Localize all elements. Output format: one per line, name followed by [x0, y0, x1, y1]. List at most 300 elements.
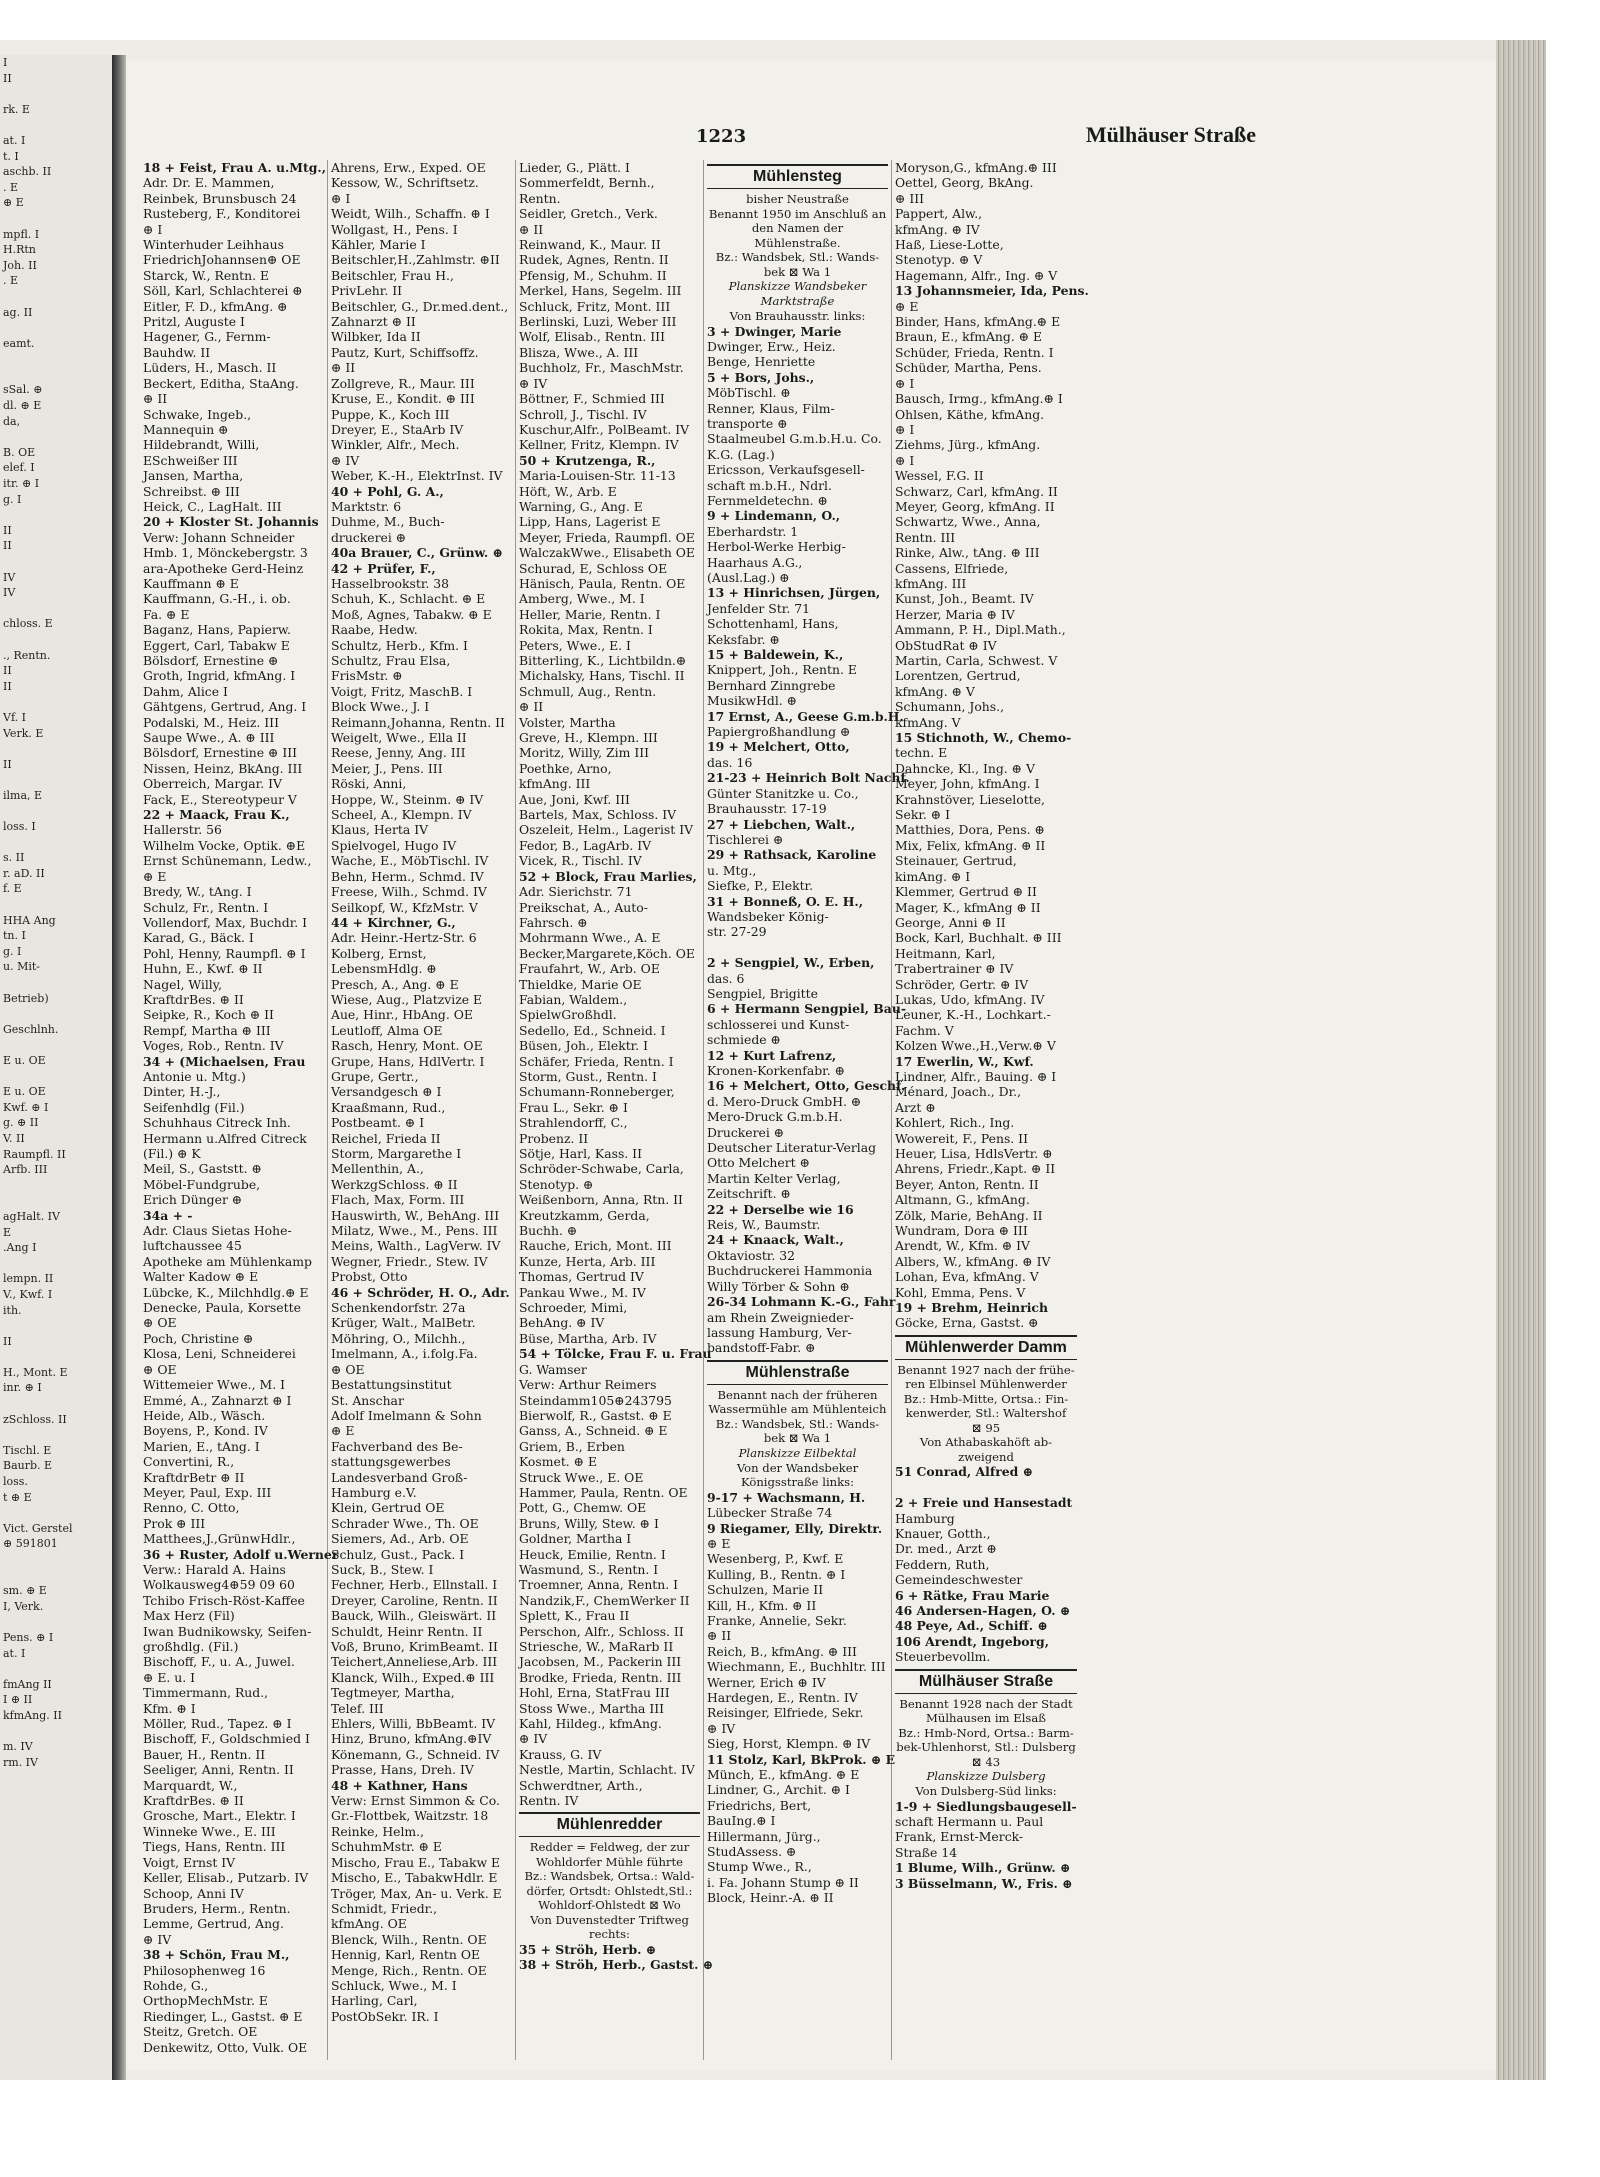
directory-entry: Jenfelder Str. 71 [707, 600, 810, 616]
directory-entry: Gemeindeschwester [895, 1572, 1023, 1588]
sliver-line: V. II [3, 1131, 25, 1145]
directory-entry: Pappert, Alw., [895, 206, 983, 222]
directory-entry: Kronen-Korkenfabr. ⊕ [707, 1063, 845, 1078]
directory-entry: Möhring, O., Milchh., [331, 1330, 466, 1346]
directory-entry: Reichel, Frieda II [331, 1130, 441, 1146]
directory-entry: Heuer, Lisa, HdlsVertr. ⊕ [895, 1146, 1053, 1161]
directory-entry: Dreyer, Caroline, Rentn. II [331, 1592, 498, 1608]
directory-entry: Bölsdorf, Ernestine ⊕ [143, 653, 279, 668]
directory-entry: Albers, W., kfmAng. ⊕ IV [895, 1253, 1051, 1269]
directory-entry: Eitler, F. D., kfmAng. ⊕ [143, 298, 288, 314]
directory-entry: 50 + Krutzenga, R., [519, 452, 656, 468]
directory-entry: Ericsson, Verkaufsgesell- [707, 462, 865, 478]
directory-entry: Schluck, Fritz, Mont. III [519, 298, 671, 314]
directory-entry: 51 Conrad, Alfred ⊕ [895, 1464, 1033, 1480]
directory-entry: 17 Ewerlin, W., Kwf. [895, 1053, 1034, 1069]
directory-entry: Moryson,G., kfmAng.⊕ III [895, 160, 1057, 175]
directory-entry: Oszeleit, Helm., Lagerist IV [519, 822, 694, 838]
directory-entry: Oettel, Georg, BkAng. [895, 175, 1034, 191]
directory-entry: Klanck, Wilh., Exped.⊕ III [331, 1669, 495, 1685]
directory-entry: Rusteberg, F., Konditorei [143, 206, 301, 222]
directory-entry: Braun, E., kfmAng. ⊕ E [895, 329, 1043, 345]
directory-entry: 9 Riegamer, Elly, Direktr. [707, 1520, 883, 1536]
directory-entry: Schoop, Anni IV [143, 1885, 244, 1901]
directory-entry: Siemers, Ad., Arb. OE [331, 1531, 469, 1547]
directory-entry: Klosa, Leni, Schneiderei [143, 1346, 296, 1362]
directory-entry: 54 + Tölcke, Frau F. u. Frau [519, 1346, 712, 1362]
directory-entry: Hänisch, Paula, Rentn. OE [519, 575, 686, 591]
sliver-line: elef. I [3, 461, 35, 475]
directory-entry: Bruns, Willy, Stew. ⊕ I [519, 1515, 659, 1531]
directory-entry: Beckert, Editha, StaAng. [143, 375, 299, 391]
street-note: ⊠ 95 [971, 1420, 1001, 1435]
directory-entry: Grupe, Gertr., [331, 1068, 419, 1084]
directory-entry: Poethke, Arno, [519, 760, 612, 776]
street-note: Wassermühle am Mühlenteich [708, 1402, 887, 1417]
sliver-line: E u. OE [3, 1085, 46, 1099]
sliver-line: ilma, E [3, 788, 43, 802]
directory-entry: Jansen, Martha, [143, 468, 244, 484]
directory-entry: ⊕ I [895, 421, 915, 437]
directory-entry: Höft, W., Arb. E [519, 483, 617, 499]
directory-entry: am Rhein Zweignieder- [707, 1309, 854, 1325]
directory-entry: Voigt, Ernst IV [143, 1854, 236, 1870]
directory-entry: Pankau Wwe., M. IV [519, 1284, 646, 1300]
directory-entry: Vicek, R., Tischl. IV [519, 853, 642, 869]
directory-entry: Splett, K., Frau II [519, 1608, 630, 1624]
directory-entry: Keksfabr. ⊕ [707, 631, 780, 647]
directory-entry: 2 + Freie und Hansestadt [895, 1495, 1073, 1511]
directory-entry: Eggert, Carl, Tabakw E [143, 637, 290, 653]
directory-entry: Wolkausweg4⊕59 09 60 [143, 1577, 295, 1593]
directory-entry: ESchweißer III [143, 452, 238, 468]
directory-entry: ⊕ II [519, 221, 544, 237]
directory-entry: Schuh, K., Schlacht. ⊕ E [331, 591, 486, 607]
sliver-line [0, 211, 112, 227]
directory-entry: Fraufahrt, W., Arb. OE [519, 961, 660, 977]
directory-entry: Fa. ⊕ E [143, 606, 190, 622]
directory-entry: MöbTischl. ⊕ [707, 385, 791, 401]
directory-entry: Bestattungsinstitut [331, 1377, 452, 1393]
directory-entry: Friedrichs, Bert, [707, 1797, 812, 1813]
directory-entry: Mannequin ⊕ [143, 421, 229, 437]
directory-entry: lassung Hamburg, Ver- [707, 1324, 852, 1340]
directory-entry: Lorentzen, Gertrud, [895, 668, 1021, 684]
directory-entry: Frau L., Sekr. ⊕ I [519, 1099, 628, 1115]
directory-entry: WerkzgSchloss. ⊕ II [331, 1176, 458, 1192]
directory-entry: Meier, J., Pens. III [331, 760, 443, 776]
directory-entry: Marien, E., tAng. I [143, 1438, 260, 1454]
directory-entry: Menge, Rich., Rentn. OE [331, 1962, 487, 1978]
sliver-line: E u. OE [3, 1054, 46, 1067]
directory-entry: Thomas, Gertrud IV [519, 1269, 644, 1285]
directory-entry: Block Wwe., J. I [331, 699, 430, 715]
directory-entry: Rohde, G., [143, 1977, 209, 1993]
directory-entry: Heide, Alb., Wäsch. [143, 1407, 266, 1423]
directory-entry: 1-9 + Siedlungsbaugesell- [895, 1798, 1077, 1814]
directory-entry: St. Anschar [331, 1392, 404, 1408]
directory-entry: Lipp, Hans, Lagerist E [519, 514, 661, 530]
street-note: Wohldorf-Ohlstedt ⊠ Wo [538, 1898, 681, 1913]
directory-entry: Hildebrandt, Willi, [143, 437, 260, 453]
sliver-line: I, Verk. [3, 1599, 44, 1613]
directory-entry: Kreutzkamm, Gerda, [519, 1207, 650, 1223]
directory-entry: Voigt, Fritz, MaschB. I [331, 683, 473, 699]
directory-entry: Hoppe, W., Steinm. ⊕ IV [331, 791, 484, 807]
directory-entry: Klein, Gertrud OE [331, 1500, 445, 1516]
directory-entry: Beitschler, G., Dr.med.dent., [331, 298, 509, 314]
directory-entry: Stoss Wwe., Martha III [519, 1700, 665, 1716]
directory-entry: Brauhausstr. 17-19 [707, 801, 827, 817]
sliver-line: II [3, 1334, 12, 1348]
sliver-line: Betrieb) [3, 991, 49, 1005]
sliver-line [0, 1552, 112, 1568]
directory-entry: Schroll, J., Tischl. IV [519, 406, 647, 422]
directory-entry: Hinz, Bruno, kfmAng.⊕IV [331, 1731, 492, 1747]
directory-entry: Duhme, M., Buch- [331, 514, 445, 530]
directory-entry: Thieldke, Marie OE [519, 976, 642, 992]
sliver-line: Joh. II [3, 258, 37, 272]
directory-entry: Kauffmann ⊕ E [143, 575, 239, 591]
sliver-line: Verk. E [3, 726, 44, 740]
directory-entry: Kahl, Hildeg., kfmAng. [519, 1716, 662, 1732]
directory-entry: Block, Heinr.-A. ⊕ II [707, 1890, 834, 1906]
directory-entry: Büsen, Joh., Elektr. I [519, 1038, 649, 1054]
directory-entry: (Fil.) ⊕ K [143, 1146, 201, 1161]
directory-entry: u. Mtg., [707, 862, 757, 878]
sliver-line: f. E [3, 882, 22, 896]
directory-entry: Beitschler,H.,Zahlmstr. ⊕II [331, 252, 500, 268]
directory-entry: Blenck, Wilh., Rentn. OE [331, 1931, 487, 1947]
directory-entry: Peters, Wwe., E. I [519, 637, 631, 653]
directory-entry: Freese, Wilh., Schmd. IV [331, 884, 487, 900]
directory-entry: 34 + (Michaelsen, Frau [143, 1053, 306, 1069]
sliver-line: E [3, 1225, 12, 1239]
directory-entry: str. 27-29 [707, 924, 767, 940]
directory-entry: Winkler, Alfr., Mech. [331, 437, 460, 453]
sliver-line [0, 117, 112, 133]
directory-entry: Hermann u.Alfred Citreck [143, 1130, 307, 1146]
directory-entry: Fachm. V [895, 1022, 954, 1038]
directory-entry: Schmidt, Friedr., [331, 1900, 438, 1916]
directory-entry: Matthies, Dora, Pens. ⊕ [895, 822, 1045, 838]
directory-entry: Schottenhaml, Hans, [707, 616, 839, 632]
plan-reference: Planskizze Eilbektal [738, 1445, 857, 1460]
directory-entry: Bischoff, F., u. A., Juwel. [143, 1654, 295, 1670]
directory-entry: stattungsgewerbes [331, 1454, 451, 1470]
street-note: bek-Uhlenhorst, Stl.: Dulsberg [896, 1740, 1076, 1755]
sliver-line [0, 351, 112, 367]
directory-entry: Michalsky, Hans, Tischl. II [519, 668, 685, 684]
street-note: Königsstraße links: [741, 1475, 854, 1490]
directory-entry: Leuner, K.-H., Lochkart.- [895, 1007, 1051, 1023]
directory-entry: Martin Kelter Verlag, [707, 1170, 841, 1186]
directory-entry: Heitmann, Karl, [895, 945, 996, 961]
sliver-line: s. II [3, 851, 25, 865]
directory-entry: 13 + Hinrichsen, Jürgen, [707, 585, 881, 601]
directory-entry: ⊕ IV [143, 1931, 172, 1947]
directory-entry: 13 Johannsmeier, Ida, Pens. [895, 283, 1089, 299]
directory-entry: Kähler, Marie I [331, 237, 426, 253]
directory-entry: PostObSekr. IR. I [331, 2008, 439, 2024]
directory-entry: Kunst, Joh., Beamt. IV [895, 591, 1034, 607]
directory-entry: Adr. Dr. E. Mammen, [143, 175, 275, 191]
directory-entry: Altmann, G., kfmAng. [895, 1192, 1030, 1208]
sliver-line: zSchloss. II [3, 1412, 67, 1426]
directory-entry: bandstoff-Fabr. ⊕ [707, 1340, 816, 1356]
directory-entry: Reich, B., kfmAng. ⊕ III [707, 1643, 857, 1659]
directory-entry: transporte ⊕ [707, 415, 788, 431]
sliver-line: Pens. ⊕ I [3, 1630, 54, 1644]
directory-entry: Aue, Joni, Kwf. III [519, 791, 630, 807]
directory-entry: Mischo, E., TabakwHdlr. E [331, 1870, 498, 1886]
sliver-line: . E [3, 180, 19, 194]
street-note: Bz.: Wandsbek, Ortsa.: Wald- [524, 1869, 695, 1884]
sliver-line [0, 554, 112, 570]
directory-entry: 5 + Bors, Johs., [707, 369, 815, 385]
sliver-line: eamt. [3, 336, 35, 350]
sliver-line: t. I [3, 149, 19, 163]
directory-entry: Reese, Jenny, Ang. III [331, 745, 466, 761]
directory-entry: Wundram, Dora ⊕ III [895, 1223, 1028, 1239]
directory-entry: Hamburg e.V. [331, 1484, 417, 1500]
directory-entry: Trabertrainer ⊕ IV [895, 961, 1014, 977]
directory-entry: 16 + Melchert, Otto, Geschf. [707, 1078, 906, 1094]
directory-entry: Goldner, Martha I [519, 1531, 632, 1547]
directory-entry: Reimann,Johanna, Rentn. II [331, 714, 505, 730]
directory-entry: Haarhaus A.G., [707, 554, 803, 570]
directory-entry: Verw: Arthur Reimers [519, 1377, 657, 1393]
directory-entry: techn. E [895, 745, 948, 761]
directory-entry: Bauer, H., Rentn. II [143, 1746, 266, 1762]
directory-entry: Bernhard Zinngrebe [707, 677, 836, 693]
directory-entry: Meil, S., Gaststt. ⊕ [143, 1161, 262, 1177]
directory-entry: MusikwHdl. ⊕ [707, 693, 798, 709]
directory-entry: Schulz, Gust., Pack. I [331, 1546, 465, 1562]
sliver-line: lempn. II [3, 1272, 54, 1286]
directory-entry: Karad, G., Bäck. I [143, 930, 254, 946]
page-number: 1223 [696, 126, 747, 147]
directory-entry: ⊕ E [143, 868, 167, 884]
sliver-line: g. I [3, 492, 22, 506]
sliver-line: IV [3, 570, 16, 584]
street-note: bek ⊠ Wa 1 [763, 1431, 832, 1446]
directory-entry: Postbeamt. ⊕ I [331, 1115, 425, 1131]
sliver-line: g. I [3, 944, 22, 958]
directory-entry: Pautz, Kurt, Schiffsoffz. [331, 344, 479, 360]
directory-entry: Presch, A., Ang. ⊕ E [331, 976, 459, 992]
directory-entry: Sieg, Horst, Klempn. ⊕ IV [707, 1736, 871, 1752]
directory-entry: Lemme, Gertrud, Ang. [143, 1916, 284, 1932]
directory-entry: Rinke, Alw., tAng. ⊕ III [895, 545, 1040, 561]
directory-entry: Philosophenweg 16 [143, 1962, 266, 1978]
directory-entry: 12 + Kurt Lafrenz, [707, 1047, 837, 1063]
directory-entry: Böttner, F., Schmied III [519, 391, 665, 407]
directory-entry: Buchdruckerei Hammonia [707, 1263, 873, 1279]
sliver-line: m. IV [3, 1740, 33, 1754]
sliver-line: t ⊕ E [3, 1490, 32, 1504]
directory-entry: 44 + Kirchner, G., [331, 914, 456, 930]
directory-entry: Keller, Elisab., Putzarb. IV [143, 1870, 309, 1886]
sliver-line: Kwf. ⊕ I [3, 1100, 49, 1114]
sliver-line: mpfl. I [3, 227, 40, 241]
directory-entry: Kohl, Emma, Pens. V [895, 1284, 1026, 1300]
directory-entry: Tchibo Frisch-Röst-Kaffee [143, 1592, 305, 1608]
directory-entry: Storm, Margarethe I [331, 1146, 462, 1161]
sliver-line: Arfb. III [3, 1163, 48, 1177]
directory-entry: Lübcke, K., Milchhdlg.⊕ E [143, 1284, 309, 1300]
directory-entry: Franke, Annelie, Sekr. [707, 1612, 847, 1628]
directory-entry: Adr. Sierichstr. 71 [519, 884, 633, 900]
directory-entry: 42 + Prüfer, F., [331, 560, 436, 576]
directory-entry: LebensmHdlg. ⊕ [331, 961, 437, 977]
directory-entry: ⊕ E [331, 1423, 355, 1439]
directory-entry: Gähtgens, Gertrud, Ang. I [143, 699, 307, 715]
directory-entry: 6 + Hermann Sengpiel, Bau- [707, 1001, 906, 1017]
directory-entry: Steindamm105⊕243795 [519, 1392, 672, 1408]
directory-entry: Antonie u. Mtg.) [143, 1068, 246, 1084]
sliver-line [0, 632, 112, 648]
column-1 [140, 160, 339, 2060]
directory-entry: Rauche, Erich, Mont. III [519, 1238, 672, 1254]
directory-entry: 15 + Baldewein, K., [707, 647, 844, 663]
sliver-line: agHalt. IV [3, 1209, 60, 1223]
facing-page-sliver [0, 55, 112, 2080]
sliver-line: V., Kwf. I [3, 1287, 53, 1301]
directory-entry: Weber, K.-H., ElektrInst. IV [331, 468, 503, 484]
sliver-line [0, 1037, 112, 1053]
column-5 [892, 160, 1089, 2060]
sliver-line: da, [3, 414, 21, 428]
directory-entry: Kruse, E., Kondit. ⊕ III [331, 391, 475, 407]
directory-entry: Marktstr. 6 [331, 498, 402, 514]
directory-entry: 38 + Schön, Frau M., [143, 1947, 290, 1963]
directory-entry: Warning, G., Ang. E [519, 498, 643, 514]
directory-entry: Bauhdw. II [143, 344, 211, 360]
directory-entry: 18 + Feist, Frau A. u.Mtg., [143, 160, 327, 175]
directory-entry: ⊕ I [895, 375, 915, 391]
directory-entry: 36 + Ruster, Adolf u.Werner [143, 1546, 339, 1562]
directory-entry: Fernmeldetechn. ⊕ [707, 492, 828, 508]
directory-entry: Werner, Erich ⊕ IV [707, 1674, 826, 1690]
directory-entry: Bock, Karl, Buchhalt. ⊕ III [895, 930, 1062, 946]
sliver-line [0, 367, 112, 383]
street-heading: Mühlenstraße [707, 1360, 888, 1385]
directory-entry: Winterhuder Leihhaus [143, 237, 284, 253]
directory-entry: Fack, E., Stereotypeur V [143, 791, 297, 807]
directory-entry: ⊕ IV [519, 1731, 548, 1747]
sliver-line: II [3, 679, 12, 693]
directory-entry: Klaus, Herta IV [331, 822, 429, 838]
directory-entry: WalczakWwe., Elisabeth OE [519, 545, 695, 561]
sliver-line: sSal. ⊕ [3, 383, 43, 397]
sliver-line [0, 86, 112, 102]
directory-entry: Dwinger, Erw., Heiz. [707, 338, 836, 354]
directory-entry: ⊕ II [707, 1628, 732, 1644]
sliver-line: r. aD. II [3, 866, 45, 880]
sliver-line: fmAng II [3, 1677, 52, 1691]
directory-entry: Nissen, Heinz, BkAng. III [143, 760, 303, 776]
street-note: Benannt nach der früheren [717, 1387, 878, 1402]
directory-entry: 19 + Melchert, Otto, [707, 739, 850, 755]
directory-entry: Zollgreve, R., Maur. III [331, 375, 475, 391]
directory-entry: Storm, Gust., Rentn. I [519, 1068, 657, 1084]
directory-entry: 34a + - [143, 1207, 193, 1223]
directory-entry: ⊕ II [143, 391, 168, 407]
directory-entry: Convertini, R., [143, 1454, 235, 1470]
directory-entry: ⊕ E. u. I [143, 1669, 195, 1685]
directory-entry: 48 Peye, Ad., Schiff. ⊕ [895, 1618, 1048, 1634]
sliver-line [0, 1256, 112, 1272]
directory-entry: Wittemeier Wwe., M. I [143, 1377, 285, 1393]
directory-entry: Schüder, Frieda, Rentn. I [895, 344, 1054, 360]
sliver-line: H.Rtn [3, 243, 36, 257]
directory-entry: Weigelt, Wwe., Ella II [331, 730, 467, 746]
directory-entry: Dinter, H.-J., [143, 1084, 221, 1100]
directory-entry: Verw.: Harald A. Hains [143, 1561, 286, 1577]
directory-entry: Oktaviostr. 32 [707, 1247, 795, 1263]
sliver-line: at. I [3, 133, 26, 147]
directory-entry: Wache, E., MöbTischl. IV [331, 853, 489, 869]
sliver-line [0, 835, 112, 851]
directory-entry: 26-34 Lohmann K.-G., Fahr [707, 1294, 896, 1310]
sliver-line: Geschlnh. [3, 1022, 59, 1036]
directory-entry: Kolberg, Ernst, [331, 945, 427, 961]
directory-entry: Griem, B., Erben [519, 1438, 625, 1454]
sliver-line [0, 897, 112, 913]
directory-entry: Behn, Herm., Schmd. IV [331, 868, 484, 884]
directory-entry: Landesverband Groß- [331, 1469, 468, 1485]
sliver-line [0, 1069, 112, 1085]
directory-entry: Reinbek, Brunsbusch 24 [143, 190, 297, 206]
directory-entry: Hasselbrookstr. 38 [331, 575, 450, 591]
directory-entry: Kfm. ⊕ I [143, 1700, 196, 1716]
directory-entry: 9 + Lindemann, O., [707, 508, 841, 524]
sliver-line: H., Mont. E [3, 1365, 68, 1379]
directory-entry: Meyer, John, kfmAng. I [895, 776, 1040, 792]
directory-entry: 1 Blume, Wilh., Grünw. ⊕ [895, 1860, 1071, 1876]
directory-entry: Seidler, Gretch., Verk. [519, 206, 658, 222]
directory-entry: Stenotyp. ⊕ [519, 1176, 594, 1192]
sliver-line: kfmAng. II [3, 1708, 62, 1722]
directory-entry: Schreibst. ⊕ III [143, 483, 240, 499]
directory-entry: Suck, B., Stew. I [331, 1561, 434, 1577]
directory-entry: Ammann, P. H., Dipl.Math., [895, 622, 1066, 638]
directory-entry: großhdlg. (Fil.) [143, 1639, 239, 1654]
street-note: dörfer, Ortsdt: Ohlstedt,Stl.: [526, 1883, 693, 1898]
sliver-line [0, 694, 112, 710]
directory-entry: Zahnarzt ⊕ II [331, 314, 416, 330]
directory-entry: Siefke, P., Elektr. [707, 878, 814, 894]
directory-entry: Merkel, Hans, Segelm. III [519, 283, 682, 299]
sliver-line [0, 1724, 112, 1740]
directory-entry: Striesche, W., MaRarb II [519, 1639, 674, 1654]
directory-entry: Aue, Hinr., HbAng. OE [331, 1007, 473, 1023]
directory-entry: 46 Andersen-Hagen, O. ⊕ [895, 1603, 1071, 1619]
directory-entry: Binder, Hans, kfmAng.⊕ E [895, 314, 1061, 330]
directory-entry: Milatz, Wwe., M., Pens. III [331, 1223, 498, 1239]
directory-entry: Wiechmann, E., Buchhltr. III [707, 1659, 886, 1675]
sliver-line: itr. ⊕ I [3, 477, 40, 491]
sliver-line: ⊕ E [3, 196, 24, 210]
directory-entry: ⊕ II [331, 360, 356, 376]
directory-entry: Schwake, Ingeb., [143, 406, 252, 422]
sliver-line: aschb. II [3, 165, 52, 179]
directory-entry: Jacobsen, M., Packerin III [519, 1654, 682, 1670]
directory-entry: Papiergroßhandlung ⊕ [707, 724, 851, 740]
directory-entry: Schultz, Herb., Kfm. I [331, 637, 468, 653]
sliver-line: u. Mit- [3, 960, 40, 974]
